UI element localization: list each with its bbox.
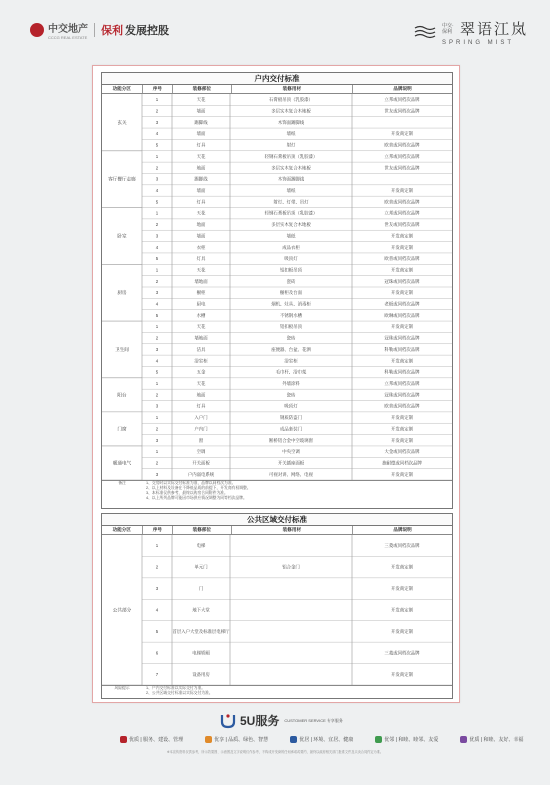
table-cell: 开发商定制 — [391, 426, 413, 432]
zone-cell: 卫生间 — [115, 346, 129, 352]
table-cell: 4 — [155, 607, 159, 613]
table-cell: 5 — [155, 199, 159, 205]
table-cell: 衣柜 — [196, 244, 206, 250]
table-cell: 户内弱电系统 — [187, 471, 215, 477]
table-cell: 欧普或同档次品牌 — [384, 256, 420, 262]
table-cell: 成品套装门 — [280, 426, 302, 432]
table-cell: 立邦或同档次品牌 — [384, 97, 420, 103]
table-cell: 浴室柜 — [194, 358, 208, 364]
brand2-name: 保利 — [101, 25, 123, 37]
table-cell: 4 — [155, 188, 159, 193]
table-cell: 烟机、灶具、消毒柜 — [271, 301, 311, 307]
table-cell: 浴室柜 — [284, 358, 298, 364]
table-cell: 可视对讲、网络、电视 — [269, 471, 313, 477]
table-cell: 2 — [155, 165, 159, 171]
cccg-logo-icon — [30, 23, 44, 37]
table-cell: 设备用房 — [192, 671, 210, 677]
public-table-header — [102, 526, 452, 535]
zone-cell: 客厅餐厅走廊 — [108, 176, 136, 182]
table-grid — [102, 94, 452, 480]
table-cell: 5 — [155, 256, 159, 262]
table-cell: 铝合金门 — [282, 564, 300, 570]
table-cell: 座便器、台盆、花洒 — [271, 346, 311, 352]
table-cell: 科勒或同档次品牌 — [384, 369, 420, 375]
service-slogans — [120, 736, 545, 743]
table-cell: 天花 — [196, 153, 206, 159]
table-cell: 天花 — [196, 267, 206, 273]
5u-service-icon — [220, 713, 236, 729]
table-cell: 开发商定制 — [391, 324, 413, 330]
table-cell: 不锈钢水槽 — [280, 312, 302, 318]
table-cell: 墙面 — [196, 233, 206, 239]
table-cell: 1 — [155, 324, 159, 330]
table-cell: 欧普或同档次品牌 — [384, 199, 420, 205]
table-cell: 瓷砖 — [286, 392, 296, 398]
table-cell: 4 — [155, 244, 159, 250]
document-sheet — [92, 65, 460, 703]
slogan-item: 优质 | 服务、建设、管理 — [120, 736, 183, 743]
table-cell: 1 — [155, 415, 159, 421]
table-cell: 灯具 — [196, 199, 206, 205]
table-cell: 木饰面踢脚线 — [277, 176, 305, 182]
zone-cell: 玄关 — [117, 119, 127, 125]
notes-label: 备注 — [118, 481, 126, 485]
table-cell: 轻钢石膏板吊顶（乳胶漆） — [264, 153, 318, 159]
col-index: 序号 — [143, 85, 174, 93]
table-cell: 吸顶灯 — [284, 256, 298, 262]
table-cell: 墙纸 — [286, 233, 296, 239]
public-table-title: 公共区域交付标准 — [102, 514, 452, 526]
project-small: 中交·保利 — [441, 22, 454, 35]
table-cell: 墙纸 — [286, 131, 296, 137]
table-cell: 开关面板 — [192, 460, 210, 466]
table-cell: 电梯 — [196, 543, 206, 549]
slogan-icon — [290, 736, 297, 743]
table-cell: 地下大堂 — [192, 607, 210, 613]
slogan-icon — [460, 736, 467, 743]
table-cell: 墙地面 — [194, 278, 208, 284]
table-cell: 5 — [155, 369, 159, 375]
table-cell: 多层实木复合木地板 — [271, 222, 311, 228]
table-cell: 3 — [155, 586, 159, 592]
table-cell: 灯具 — [196, 142, 206, 148]
note-line: 1、交房时以实际交付标准为准，品牌以同档次为准。 — [146, 481, 236, 485]
table-cell: 1 — [155, 153, 159, 159]
table-cell: 大金或同档次品牌 — [384, 449, 420, 455]
table-cell: 天花 — [196, 324, 206, 330]
table-cell: 瓷砖 — [286, 278, 296, 284]
table-cell: 冠珠或同档次品牌 — [384, 335, 420, 341]
table-cell: 瓷砖 — [286, 335, 296, 341]
table-cell: 施耐德或同档次品牌 — [382, 460, 422, 466]
table-cell: 门 — [198, 586, 204, 592]
table-cell: 5 — [155, 142, 159, 148]
zone-cell: 门窗 — [117, 426, 127, 432]
page-header — [0, 0, 550, 60]
table-cell: 橱柜 — [196, 290, 206, 296]
table-cell: 单元门 — [194, 564, 208, 570]
table-cell: 天花 — [196, 381, 206, 386]
col-zone: 功能分区 — [102, 85, 143, 93]
service-name: 5U服务 — [240, 714, 280, 728]
table-cell: 2 — [155, 335, 159, 341]
wave-icon — [414, 24, 436, 40]
risk-label: 风险提示 — [114, 686, 130, 690]
table-cell: 断桥铝合金中空玻璃窗 — [269, 437, 313, 443]
slogan-item: 优享 | 品质、绿色、智慧 — [205, 736, 268, 743]
table-cell: 4 — [155, 301, 159, 307]
table-cell: 1 — [155, 97, 159, 103]
table-cell: 五金 — [196, 369, 206, 375]
brand1-en: CCCG REAL ESTATE — [48, 35, 88, 40]
note-line: 1、户内交付标准以实际交付为准。 — [146, 686, 206, 690]
zone-cell: 阳台 — [117, 392, 127, 398]
table-cell: 开发商定制 — [391, 471, 413, 477]
table-cell: 5 — [155, 312, 159, 318]
developer-logos — [30, 20, 169, 40]
table-cell: 冠珠或同档次品牌 — [384, 278, 420, 284]
table-cell: 窗 — [198, 437, 204, 443]
table-cell: 立邦或同档次品牌 — [384, 153, 420, 159]
table-cell: 3 — [155, 119, 159, 125]
table-cell: 开发商定制 — [391, 586, 413, 592]
table-cell: 地面 — [196, 165, 206, 171]
col-brand: 品牌说明 — [393, 527, 412, 532]
table-cell: 科勒或同档次品牌 — [384, 346, 420, 352]
table-cell: 毛巾杆、浴巾架 — [275, 369, 307, 375]
project-name: 翠语江岚 — [459, 20, 528, 38]
indoor-table-body — [102, 94, 452, 480]
table-cell: 3 — [155, 437, 159, 443]
table-cell: 世友或同档次品牌 — [384, 165, 420, 171]
table-cell: 橱柜及台面 — [280, 290, 302, 296]
table-cell: 成品衣柜 — [282, 244, 300, 250]
slogan-item: 优质 | 和睦、友好、幸福 — [460, 736, 523, 743]
table-cell: 7 — [155, 671, 159, 677]
table-cell: 墙地面 — [194, 335, 208, 341]
table-cell: 1 — [155, 449, 159, 455]
note-line: 4、以上所列品牌可能因市场供应情况调整为同等档次品牌。 — [146, 496, 247, 500]
slogan-icon — [120, 736, 127, 743]
table-cell: 吸顶灯 — [284, 403, 298, 409]
table-cell: 开发商定制 — [391, 267, 413, 273]
table-cell: 开发商定制 — [391, 437, 413, 443]
table-cell: 洁具 — [196, 346, 206, 352]
table-cell: 3 — [155, 233, 159, 239]
table-cell: 3 — [155, 403, 159, 409]
table-cell: 2 — [155, 392, 159, 398]
table-cell: 墙面 — [196, 108, 206, 114]
table-cell: 6 — [155, 650, 159, 656]
col-material: 装修用材 — [232, 85, 354, 93]
table-cell: 外墙涂料 — [282, 381, 300, 386]
table-cell: 灯具 — [196, 256, 206, 262]
table-cell: 墙面 — [196, 131, 206, 137]
table-cell: 水槽 — [196, 312, 206, 318]
col-brand: 品牌说明 — [393, 86, 412, 91]
table-cell: 3 — [155, 290, 159, 296]
note-line: 2、公共区域交付标准以实际交付为准。 — [146, 691, 213, 695]
table-cell: 天花 — [196, 210, 206, 216]
col-part: 装修部位 — [173, 526, 231, 534]
table-cell: 轻钢石膏板吊顶（乳胶漆） — [264, 210, 318, 216]
slogan-item: 优居 | 环境、宜居、健康 — [290, 736, 353, 743]
table-cell: 铝扣板吊顶 — [280, 324, 302, 330]
table-cell: 2 — [155, 222, 159, 228]
table-cell: 1 — [155, 210, 159, 216]
table-cell: 2 — [155, 426, 159, 432]
indoor-table-title: 户内交付标准 — [102, 73, 452, 85]
table-cell: 开发商定制 — [391, 244, 413, 250]
table-cell: 电梯轿厢 — [192, 650, 210, 656]
table-cell: 2 — [155, 460, 159, 466]
table-cell: 墙面 — [196, 188, 206, 193]
table-cell: 开发商定制 — [391, 233, 413, 239]
col-zone: 功能分区 — [102, 526, 143, 534]
zone-cell: 暖通电气 — [112, 460, 132, 466]
table-cell: 开关插座面板 — [277, 460, 305, 466]
service-logo — [220, 712, 343, 729]
table-cell: 世友或同档次品牌 — [384, 222, 420, 228]
table-cell: 墙纸 — [286, 188, 296, 193]
table-cell: 射灯、灯带、吊灯 — [273, 199, 309, 205]
table-cell: 开发商定制 — [391, 290, 413, 296]
note-line: 2、以上材料及设备在不降低品质的前提下，开发商有权调整。 — [146, 486, 251, 490]
table-cell: 开发商定制 — [391, 671, 413, 677]
col-material: 装修用材 — [232, 526, 354, 534]
table-cell: 地面 — [196, 222, 206, 228]
table-cell: 空调 — [196, 449, 206, 455]
table-cell: 木饰面踢脚线 — [277, 119, 305, 125]
table-cell: 3 — [155, 176, 159, 182]
zone-cell: 厨房 — [117, 290, 127, 296]
table-cell: 铝扣板吊顶 — [280, 267, 302, 273]
table-cell: 入户门 — [194, 415, 208, 421]
table-cell: 石膏板吊顶（乳胶漆） — [269, 97, 313, 103]
slogan-icon — [205, 736, 212, 743]
table-grid — [102, 535, 452, 685]
table-cell: 世友或同档次品牌 — [384, 108, 420, 114]
public-table-body — [102, 535, 452, 685]
brand2-suffix: 发展控股 — [125, 25, 169, 37]
table-cell: 灯具 — [196, 403, 206, 409]
table-cell: 欧普或同档次品牌 — [384, 142, 420, 148]
public-table-notes — [102, 685, 452, 698]
project-logo — [414, 18, 528, 46]
table-cell: 4 — [155, 131, 159, 137]
table-cell: 首层入户大堂及标准层电梯厅 — [172, 628, 230, 634]
table-cell: 开发商定制 — [391, 188, 413, 193]
table-cell: 开发商定制 — [391, 628, 413, 634]
indoor-standard-table — [101, 72, 453, 509]
table-cell: 踢脚线 — [194, 176, 208, 182]
table-cell: 三菱或同档次品牌 — [384, 650, 420, 656]
indoor-table-notes — [102, 480, 452, 509]
table-cell: 多层实木复合木地板 — [271, 165, 311, 171]
table-cell: 踢脚线 — [194, 119, 208, 125]
table-cell: 开发商定制 — [391, 358, 413, 364]
table-cell: 1 — [155, 267, 159, 273]
table-cell: 3 — [155, 346, 159, 352]
table-cell: 老板或同档次品牌 — [384, 301, 420, 307]
table-cell: 中央空调 — [282, 449, 300, 455]
table-cell: 1 — [155, 381, 159, 386]
service-sub: CUSTOMER SERVICE 专享服务 — [284, 718, 343, 723]
table-cell: 欧普或同档次品牌 — [384, 403, 420, 409]
table-cell: 多层实木复合木地板 — [271, 108, 311, 114]
table-cell: 2 — [155, 278, 159, 284]
slogan-item: 优邻 | 和睦、睦邻、友爱 — [375, 736, 438, 743]
table-cell: 天花 — [196, 97, 206, 103]
indoor-table-header — [102, 85, 452, 94]
col-part: 装修部位 — [173, 85, 231, 93]
table-cell: 开发商定制 — [391, 131, 413, 137]
table-cell: 4 — [155, 358, 159, 364]
zone-cell: 卧室 — [117, 233, 127, 239]
table-cell: 射灯 — [286, 142, 296, 148]
col-index: 序号 — [143, 526, 174, 534]
table-cell: 地面 — [196, 392, 206, 398]
table-cell: 2 — [155, 108, 159, 114]
table-cell: 厨电 — [196, 301, 206, 307]
logo-divider — [94, 23, 95, 37]
table-cell: 欧琳或同档次品牌 — [384, 312, 420, 318]
public-standard-table — [101, 513, 453, 699]
table-cell: 立邦或同档次品牌 — [384, 381, 420, 386]
table-cell: 开发商定制 — [391, 564, 413, 570]
brand1-name: 中交地产 — [48, 24, 88, 35]
table-cell: 三菱或同档次品牌 — [384, 543, 420, 549]
table-cell: 开发商定制 — [391, 415, 413, 421]
slogan-icon — [375, 736, 382, 743]
zone-cell: 公共部分 — [112, 607, 132, 613]
table-cell: 立邦或同档次品牌 — [384, 210, 420, 216]
table-cell: 1 — [155, 543, 159, 549]
project-en: SPRING MIST — [441, 40, 514, 46]
table-cell: 2 — [155, 564, 159, 570]
table-cell: 开发商定制 — [391, 607, 413, 613]
table-cell: 户内门 — [194, 426, 208, 432]
table-cell: 钢质防盗门 — [280, 415, 302, 421]
table-cell: 3 — [155, 471, 159, 477]
table-cell: 5 — [155, 628, 159, 634]
table-cell: 冠珠或同档次品牌 — [384, 392, 420, 398]
note-line: 3、本标准仅供参考，最终以购房合同附件为准。 — [146, 491, 228, 495]
disclaimer: ※本宣传资料仅供参考，所示效果图、示意图及文字说明仅作参考，不构成开发商的任何承诺或要约，最终以政府相关部门批准文件及买卖合同约定为准。 — [166, 750, 384, 754]
